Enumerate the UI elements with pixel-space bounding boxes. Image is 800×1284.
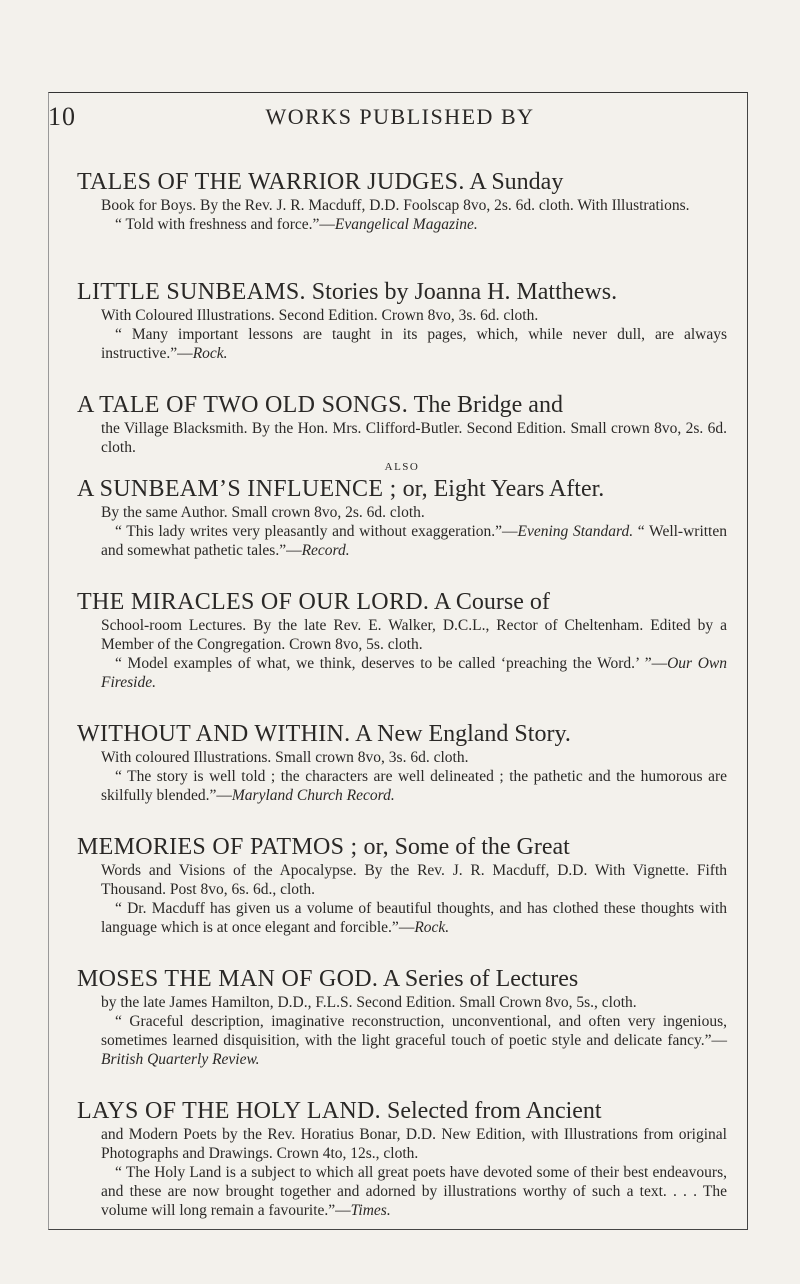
review-quote: “ Dr. Macduff has given us a volume of beautiful thoughts, and has clothed these thoughts with language which is at once elegant and forcible.”—Rock. [101, 900, 727, 936]
running-head: WORKS PUBLISHED BY [265, 104, 535, 129]
review-quote: “ The Holy Land is a subject to which all great poets have devoted some of their best endeavours, and these are now brought together and adorned by illustrations worthy of such a text. . . . The volume will long remain a favourite.”—Times. [101, 1164, 727, 1219]
book-title: MOSES THE MAN OF GOD. [77, 966, 379, 992]
book-entry [77, 833, 727, 937]
book-subtitle: A New England Story. [355, 721, 571, 747]
book-subtitle: A Course of [433, 589, 550, 615]
review-source: Maryland Church Record. [231, 787, 395, 804]
book-entry [77, 1097, 727, 1220]
review-quote: “ Told with freshness and force.”—Evangelical Magazine. [115, 216, 478, 233]
book-subtitle: Stories by Joanna H. Matthews. [311, 279, 618, 305]
book-entry [77, 588, 727, 692]
review-source: Evening Standard. [517, 523, 634, 540]
book-details: With coloured Illustrations. Small crown 8vo, 3s. 6d. cloth. “ The story is well told ; the characters are well delineated ; the pathetic and the humorous are skilfully blended.”—Maryland Church Record. [101, 749, 727, 804]
review-quote: “ Graceful description, imaginative reconstruction, unconventional, and often very ingenious, sometimes learned disquisition, with the light graceful touch of poetic style and delicate fancy.”—British Quarterly Review. [101, 1013, 727, 1068]
book-entry [77, 965, 727, 1069]
book-title: WITHOUT AND WITHIN. [77, 721, 351, 747]
book-details: By the same Author. Small crown 8vo, 2s. 6d. cloth. “ This lady writes very pleasantly and without exaggeration.”—Evening Standard. “ Well-written and somewhat pathetic tales.”—Record. [101, 504, 727, 559]
book-details: With Coloured Illustrations. Second Edition. Crown 8vo, 3s. 6d. cloth. “ Many important lessons are taught in its pages, which, while never dull, are always instructive.”—Rock. [101, 307, 727, 362]
book-title: TALES OF THE WARRIOR JUDGES. [77, 169, 465, 195]
book-entry [77, 168, 727, 234]
book-title: LITTLE SUNBEAMS. [77, 279, 306, 305]
book-subtitle: A Sunday [469, 169, 564, 195]
book-subtitle: A Series of Lectures [382, 966, 579, 992]
book-subtitle: or, Some of the Great [363, 834, 570, 860]
book-title: MEMORIES OF PATMOS ; [77, 834, 358, 860]
catalogue-listing [77, 168, 727, 1248]
review-source: Rock. [414, 919, 450, 936]
review-source: Rock. [192, 345, 228, 362]
review-quote: “ Many important lessons are taught in its pages, which, while never dull, are always instructive.”—Rock. [101, 326, 727, 362]
book-title: A SUNBEAM’S INFLUENCE ; [77, 476, 397, 502]
review-quote: “ The story is well told ; the characters are well delineated ; the pathetic and the humorous are skilfully blended.”—Maryland Church Record. [101, 768, 727, 804]
book-details: the Village Blacksmith. By the Hon. Mrs. Clifford-Butler. Second Edition. Small crown 8vo, 2s. 6d. cloth. [101, 420, 727, 456]
book-details: and Modern Poets by the Rev. Horatius Bonar, D.D. New Edition, with Illustrations from original Photographs and Drawings. Crown 4to, 12s., cloth. “ The Holy Land is a subject to which all great poets have devoted some of their best endeavours, and these are now brought together and adorned by illustrations worthy of such a text. . . . The volume will long remain a favourite.”—Times. [101, 1126, 727, 1219]
review-quote: “ This lady writes very pleasantly and without exaggeration.”—Evening Standard. “ Well-written and somewhat pathetic tales.”—Record. [101, 523, 727, 559]
book-subtitle: Selected from Ancient [387, 1098, 602, 1124]
book-title: LAYS OF THE HOLY LAND. [77, 1098, 381, 1124]
book-title: A TALE OF TWO OLD SONGS. [77, 392, 409, 418]
book-details: by the late James Hamilton, D.D., F.L.S. Second Edition. Small Crown 8vo, 5s., cloth. “ Graceful description, imaginative reconstruction, unconventional, and often very ingenious, sometimes learned disquisition, with the light graceful touch of poetic style and delicate fancy.”—British Quarterly Review. [101, 994, 727, 1068]
book-entry [77, 391, 727, 560]
book-details: Words and Visions of the Apocalypse. By the Rev. J. R. Macduff, D.D. With Vignette. Fifth Thousand. Post 8vo, 6s. 6d., cloth. “ Dr. Macduff has given us a volume of beautiful thoughts, and has clothed these thoughts with language which is at once elegant and forcible.”—Rock. [101, 862, 727, 936]
review-source: Our Own Fireside. [101, 655, 727, 691]
book-subtitle: The Bridge and [413, 392, 563, 418]
review-source: Record. [301, 542, 350, 559]
book-details: School-room Lectures. By the late Rev. E. Walker, D.C.L., Rector of Cheltenham. Edited by a Member of the Congregation. Crown 8vo, 5s. cloth. “ Model examples of what, we think, deserves to be called ‘preaching the Word.’ ”—Our Own Fireside. [101, 617, 727, 691]
review-quote: “ Model examples of what, we think, deserves to be called ‘preaching the Word.’ ”—Our Own Fireside. [101, 655, 727, 691]
review-source: Times. [350, 1202, 391, 1219]
book-subtitle: or, Eight Years After. [402, 476, 605, 502]
page-number: 10 [48, 102, 76, 131]
also-divider: ALSO [384, 461, 420, 473]
review-source: Evangelical Magazine. [334, 216, 478, 233]
book-entry [77, 720, 727, 805]
review-source: British Quarterly Review. [101, 1051, 260, 1068]
book-title: THE MIRACLES OF OUR LORD. [77, 589, 430, 615]
book-details: Book for Boys. By the Rev. J. R. Macduff, D.D. Foolscap 8vo, 2s. 6d. cloth. With Illustrations. “ Told with freshness and force.”—Evangelical Magazine. [77, 196, 727, 234]
book-entry [77, 278, 727, 363]
